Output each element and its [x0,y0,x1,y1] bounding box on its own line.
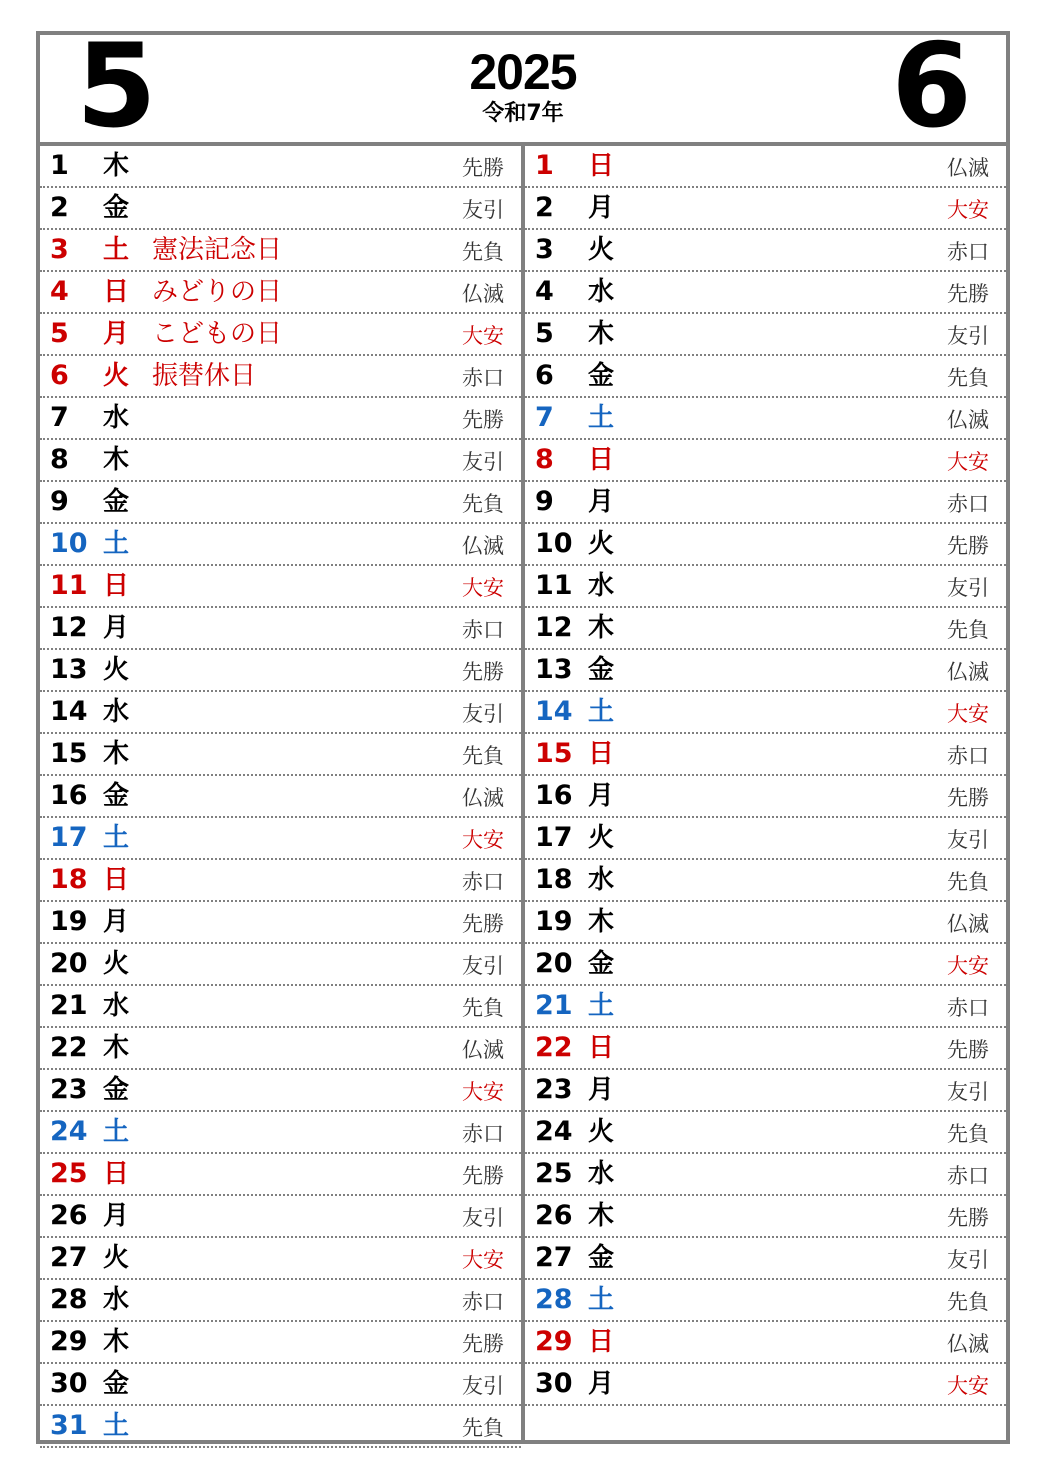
weekday-label: 金 [103,193,130,223]
rokuyo-label: 仏滅 [947,660,989,684]
day-row [40,482,521,524]
day-row [525,146,1006,188]
weekday-label: 土 [103,235,130,265]
day-row [40,1364,521,1406]
day-number: 27 [50,1242,88,1273]
weekday-label: 水 [103,991,130,1021]
weekday-label: 火 [588,823,615,853]
day-row [40,314,521,356]
rokuyo-label: 先負 [462,744,504,768]
rokuyo-label: 赤口 [947,240,989,264]
day-number: 2 [535,192,554,223]
day-number: 11 [535,570,573,601]
day-number: 30 [50,1368,88,1399]
day-row [525,230,1006,272]
weekday-label: 月 [588,487,615,517]
weekday-label: 日 [103,277,130,307]
weekday-label: 水 [103,697,130,727]
day-number: 2 [50,192,69,223]
rokuyo-label: 先負 [462,996,504,1020]
weekday-label: 金 [588,361,615,391]
weekday-label: 火 [588,529,615,559]
day-number: 12 [50,612,88,643]
rokuyo-label: 友引 [462,198,504,222]
rokuyo-label: 先負 [947,1122,989,1146]
day-row [525,944,1006,986]
day-number: 26 [535,1200,573,1231]
day-number: 24 [50,1116,88,1147]
day-row [525,818,1006,860]
day-row [40,440,521,482]
weekday-label: 日 [588,151,615,181]
holiday-name: 憲法記念日 [152,235,283,265]
day-number: 20 [535,948,573,979]
day-number: 6 [50,360,69,391]
rokuyo-label: 先勝 [947,1038,989,1062]
day-row [40,860,521,902]
rokuyo-label: 赤口 [462,1122,504,1146]
weekday-label: 日 [588,1327,615,1357]
weekday-label: 日 [103,1159,130,1189]
day-row [40,1154,521,1196]
weekday-label: 月 [103,907,130,937]
rokuyo-label: 友引 [947,324,989,348]
day-number: 27 [535,1242,573,1273]
day-number: 7 [50,402,69,433]
day-row [525,776,1006,818]
rokuyo-label: 赤口 [947,1164,989,1188]
day-row [40,902,521,944]
day-row [40,734,521,776]
day-row [525,650,1006,692]
day-row [525,608,1006,650]
day-number: 19 [50,906,88,937]
weekday-label: 土 [588,403,615,433]
rokuyo-label: 友引 [947,1080,989,1104]
june-column [525,146,1006,1406]
day-row [525,902,1006,944]
day-row [40,986,521,1028]
rokuyo-label: 先勝 [462,660,504,684]
weekday-label: 土 [103,1117,130,1147]
weekday-label: 金 [103,1369,130,1399]
day-row [525,188,1006,230]
day-number: 21 [535,990,573,1021]
weekday-label: 火 [103,655,130,685]
day-row [40,818,521,860]
day-number: 18 [535,864,573,895]
day-number: 10 [50,528,88,559]
day-number: 23 [535,1074,573,1105]
day-number: 1 [50,150,69,181]
rokuyo-label: 仏滅 [947,408,989,432]
day-number: 15 [50,738,88,769]
day-number: 29 [535,1326,573,1357]
rokuyo-label: 先負 [947,870,989,894]
day-row [40,1238,521,1280]
day-number: 25 [50,1158,88,1189]
rokuyo-label: 仏滅 [462,1038,504,1062]
day-number: 4 [535,276,554,307]
day-number: 23 [50,1074,88,1105]
day-number: 5 [535,318,554,349]
rokuyo-label: 友引 [462,450,504,474]
day-row [525,482,1006,524]
day-number: 13 [535,654,573,685]
rokuyo-label: 先負 [947,366,989,390]
rokuyo-label: 大安 [462,1080,504,1104]
rokuyo-label: 先勝 [462,912,504,936]
day-row [40,944,521,986]
rokuyo-label: 大安 [947,450,989,474]
rokuyo-label: 友引 [947,828,989,852]
day-row [40,1112,521,1154]
weekday-label: 日 [103,571,130,601]
rokuyo-label: 友引 [462,954,504,978]
day-number: 19 [535,906,573,937]
rokuyo-label: 友引 [462,702,504,726]
weekday-label: 火 [588,235,615,265]
day-number: 16 [50,780,88,811]
day-number: 18 [50,864,88,895]
day-number: 14 [50,696,88,727]
rokuyo-label: 先勝 [462,1332,504,1356]
rokuyo-label: 先勝 [462,408,504,432]
weekday-label: 木 [588,907,615,937]
rokuyo-label: 先負 [947,618,989,642]
day-row [525,356,1006,398]
rokuyo-label: 赤口 [462,870,504,894]
weekday-label: 金 [588,1243,615,1273]
weekday-label: 月 [103,1201,130,1231]
day-number: 7 [535,402,554,433]
rokuyo-label: 赤口 [462,1290,504,1314]
holiday-name: 振替休日 [152,361,257,391]
day-row [525,986,1006,1028]
rokuyo-label: 仏滅 [462,786,504,810]
day-number: 5 [50,318,69,349]
day-number: 11 [50,570,88,601]
rokuyo-label: 仏滅 [462,282,504,306]
day-number: 22 [535,1032,573,1063]
weekday-label: 日 [588,445,615,475]
day-row [40,1196,521,1238]
weekday-label: 金 [103,1075,130,1105]
rokuyo-label: 赤口 [947,996,989,1020]
day-row [40,146,521,188]
rokuyo-label: 大安 [947,1374,989,1398]
day-number: 31 [50,1410,88,1441]
rokuyo-label: 先勝 [947,534,989,558]
day-row [40,398,521,440]
weekday-label: 木 [103,739,130,769]
weekday-label: 日 [588,1033,615,1063]
day-number: 4 [50,276,69,307]
day-row [40,1028,521,1070]
rokuyo-label: 大安 [947,954,989,978]
day-row [525,692,1006,734]
rokuyo-label: 大安 [462,324,504,348]
rokuyo-label: 仏滅 [947,1332,989,1356]
weekday-label: 月 [588,1369,615,1399]
day-row [40,188,521,230]
era-label: 令和7年 [482,101,564,126]
day-row [40,356,521,398]
weekday-label: 金 [588,949,615,979]
weekday-label: 土 [103,1411,130,1441]
weekday-label: 土 [588,697,615,727]
weekday-label: 月 [103,613,130,643]
day-row [525,1154,1006,1196]
rokuyo-label: 大安 [947,702,989,726]
weekday-label: 木 [588,319,615,349]
rokuyo-label: 赤口 [462,618,504,642]
weekday-label: 月 [588,1075,615,1105]
rokuyo-label: 友引 [947,1248,989,1272]
day-row [525,1112,1006,1154]
day-row [525,1196,1006,1238]
day-number: 28 [535,1284,573,1315]
weekday-label: 木 [103,151,130,181]
day-row [525,1280,1006,1322]
weekday-label: 金 [103,781,130,811]
weekday-label: 月 [103,319,130,349]
day-number: 22 [50,1032,88,1063]
day-row [40,1322,521,1364]
rokuyo-label: 先負 [462,240,504,264]
weekday-label: 金 [103,487,130,517]
day-row [40,692,521,734]
day-row [525,1322,1006,1364]
rokuyo-label: 赤口 [947,492,989,516]
weekday-label: 水 [588,865,615,895]
day-number: 13 [50,654,88,685]
weekday-label: 水 [588,277,615,307]
day-number: 15 [535,738,573,769]
day-number: 30 [535,1368,573,1399]
rokuyo-label: 仏滅 [462,534,504,558]
rokuyo-label: 仏滅 [947,156,989,180]
rokuyo-label: 大安 [462,1248,504,1272]
rokuyo-label: 先勝 [947,786,989,810]
day-number: 3 [535,234,554,265]
calendar-frame [36,19,1010,1444]
rokuyo-label: 先勝 [462,1164,504,1188]
weekday-label: 土 [103,823,130,853]
day-row [525,524,1006,566]
rokuyo-label: 友引 [462,1206,504,1230]
day-row [40,776,521,818]
day-number: 8 [50,444,69,475]
day-number: 9 [50,486,69,517]
day-number: 12 [535,612,573,643]
day-row [525,398,1006,440]
rokuyo-label: 友引 [462,1374,504,1398]
rokuyo-label: 友引 [947,576,989,600]
rokuyo-label: 先負 [947,1290,989,1314]
weekday-label: 水 [588,1159,615,1189]
weekday-label: 木 [588,613,615,643]
day-number: 10 [535,528,573,559]
weekday-label: 日 [588,739,615,769]
rokuyo-label: 赤口 [947,744,989,768]
day-row [525,566,1006,608]
holiday-name: こどもの日 [152,319,283,349]
day-row [525,1238,1006,1280]
left-month-number: 5 [76,19,157,154]
day-number: 25 [535,1158,573,1189]
day-row [40,272,521,314]
weekday-label: 木 [103,1327,130,1357]
day-row [40,1280,521,1322]
year-title: 2025 [469,44,577,100]
right-month-number: 6 [891,19,972,154]
day-row [40,566,521,608]
may-column [40,146,521,1448]
day-number: 24 [535,1116,573,1147]
weekday-label: 月 [588,193,615,223]
weekday-label: 木 [103,1033,130,1063]
rokuyo-label: 大安 [947,198,989,222]
day-number: 17 [50,822,88,853]
weekday-label: 土 [588,991,615,1021]
day-number: 3 [50,234,69,265]
day-number: 6 [535,360,554,391]
rokuyo-label: 先負 [462,1416,504,1440]
day-number: 8 [535,444,554,475]
day-row [40,650,521,692]
day-number: 20 [50,948,88,979]
day-row [525,440,1006,482]
day-row [525,860,1006,902]
weekday-label: 火 [103,949,130,979]
weekday-label: 水 [588,571,615,601]
day-row [525,1028,1006,1070]
day-number: 26 [50,1200,88,1231]
day-row [40,230,521,272]
day-row [525,272,1006,314]
calendar-header [40,19,1006,154]
weekday-label: 火 [103,1243,130,1273]
day-row [525,1070,1006,1112]
day-row [40,1070,521,1112]
holiday-name: みどりの日 [152,277,283,307]
weekday-label: 土 [103,529,130,559]
day-number: 21 [50,990,88,1021]
weekday-label: 水 [103,403,130,433]
weekday-label: 木 [103,445,130,475]
day-number: 29 [50,1326,88,1357]
weekday-label: 日 [103,865,130,895]
weekday-label: 月 [588,781,615,811]
day-number: 16 [535,780,573,811]
rokuyo-label: 先勝 [462,156,504,180]
weekday-label: 金 [588,655,615,685]
rokuyo-label: 先勝 [947,282,989,306]
rokuyo-label: 仏滅 [947,912,989,936]
day-number: 1 [535,150,554,181]
day-row [525,1364,1006,1406]
weekday-label: 土 [588,1285,615,1315]
rokuyo-label: 大安 [462,576,504,600]
rokuyo-label: 先勝 [947,1206,989,1230]
day-row [525,314,1006,356]
day-number: 14 [535,696,573,727]
rokuyo-label: 赤口 [462,366,504,390]
day-number: 17 [535,822,573,853]
day-row [525,734,1006,776]
day-row [40,1406,521,1448]
weekday-label: 火 [103,361,130,391]
rokuyo-label: 先負 [462,492,504,516]
day-row [40,608,521,650]
rokuyo-label: 大安 [462,828,504,852]
weekday-label: 火 [588,1117,615,1147]
weekday-label: 水 [103,1285,130,1315]
day-row [40,524,521,566]
weekday-label: 木 [588,1201,615,1231]
day-number: 9 [535,486,554,517]
day-number: 28 [50,1284,88,1315]
